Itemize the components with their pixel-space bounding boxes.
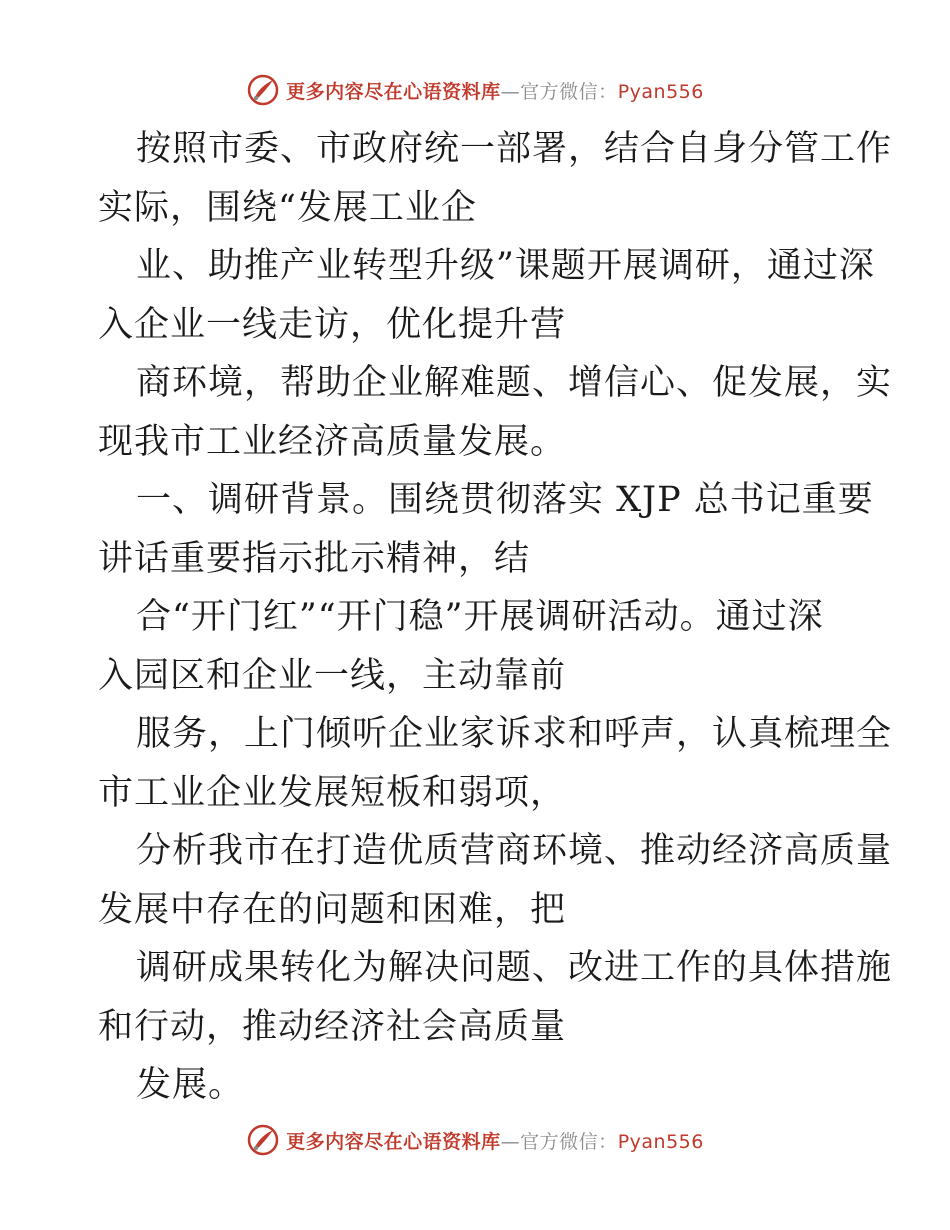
body-text-line: 按照市委、市政府统一部署，结合自身分管工作 [136, 129, 893, 169]
body-text-line: 业、助推产业转型升级”课题开展调研，通过深 [136, 246, 875, 286]
body-text-line: 商环境，帮助企业解难题、增信心、促发展，实 [136, 363, 893, 403]
watermark-dash: — [500, 1130, 521, 1153]
body-text-line: 调研成果转化为解决问题、改进工作的具体措施 [136, 948, 893, 988]
body-text-line: 实际，围绕“发展工业企 [98, 187, 477, 228]
body-text-line: 发展。 [136, 1065, 245, 1105]
watermark-account: Pyan556 [617, 80, 704, 103]
body-text-line: 合“开门红”“开门稳”开展调研活动。通过深 [136, 597, 824, 637]
watermark-account: Pyan556 [617, 1130, 704, 1153]
body-text-line: 讲话重要指示批示精神，结 [98, 538, 531, 579]
brush-logo-icon [246, 73, 280, 107]
watermark-dash: — [500, 80, 521, 103]
body-text-line: 入企业一线走访，优化提升营 [98, 304, 567, 345]
body-text-line: 一、调研背景。围绕贯彻落实 XJP 总书记重要 [136, 480, 874, 520]
watermark-suffix: 官方微信： [520, 80, 618, 103]
watermark-text [286, 1127, 704, 1154]
body-text-line: 市工业企业发展短板和弱项， [98, 772, 567, 813]
body-text-line: 入园区和企业一线，主动靠前 [98, 655, 567, 696]
watermark-banner-top [0, 70, 950, 110]
watermark-lead: 更多内容尽在心语资料库 [286, 1130, 501, 1153]
watermark-banner-bottom [0, 1120, 950, 1160]
body-text-line: 和行动，推动经济社会高质量 [98, 1006, 567, 1047]
body-text-line: 分析我市在打造优质营商环境、推动经济高质量 [136, 831, 893, 871]
body-text-line: 发展中存在的问题和困难，把 [98, 889, 567, 930]
brush-logo-icon [246, 1123, 280, 1157]
body-text-line: 服务，上门倾听企业家诉求和呼声，认真梳理全 [136, 714, 893, 754]
document-body [98, 120, 893, 1115]
body-text-line: 现我市工业经济高质量发展。 [98, 421, 567, 462]
watermark-lead: 更多内容尽在心语资料库 [286, 80, 501, 103]
watermark-suffix: 官方微信： [520, 1130, 618, 1153]
watermark-text [286, 77, 704, 104]
